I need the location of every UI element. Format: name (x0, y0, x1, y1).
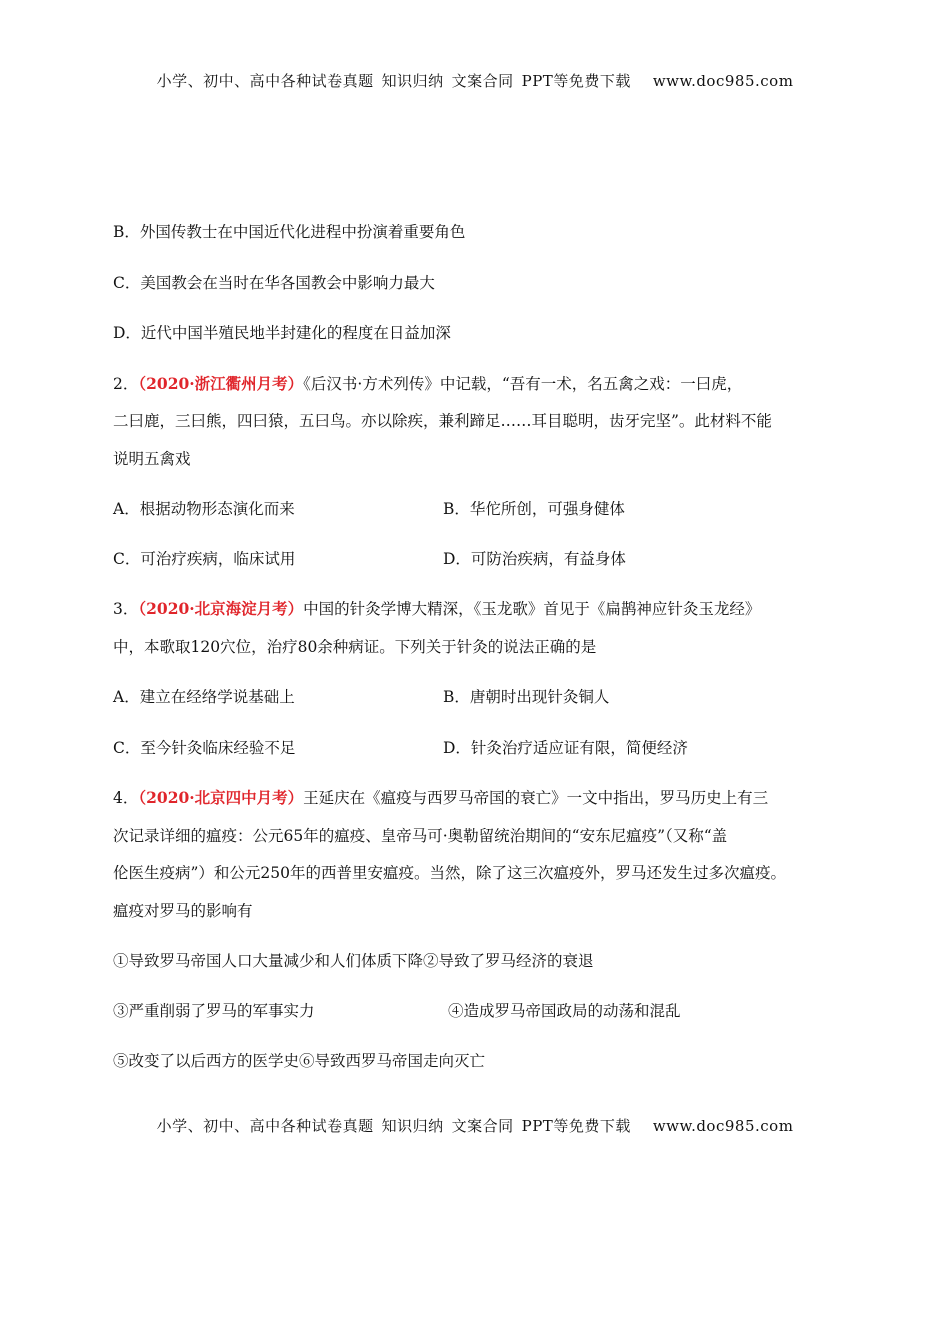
q4-stem-4: 瘟疫对罗马的影响有 (113, 902, 253, 920)
footer-url[interactable]: www.doc985.com (652, 1117, 794, 1135)
q3-number: 3． (113, 600, 139, 618)
q4-stem-3: 伦医生疫病”）和公元250年的西普里安瘟疫。当然，除了这三次瘟疫外，罗马还发生过多次瘟疫。 (113, 864, 787, 882)
q3-option-a: A．建立在经络学说基础上 (113, 688, 295, 706)
header-text-exams: 小学、初中、高中各种试卷真题 (156, 72, 374, 90)
q3-stem-2: 中，本歌取120穴位，治疗80余种病证。下列关于针灸的说法正确的是 (113, 638, 597, 656)
q2-stem-1: 《后汉书·方术列传》中记载，“吾有一术，名五禽之戏：一曰虎， (303, 375, 743, 393)
q4-stem-2: 次记录详细的瘟疫：公元65年的瘟疫、皇帝马可·奥勒留统治期间的“安东尼瘟疫”（又称“盖 (113, 827, 728, 845)
q1-option-c: C．美国教会在当时在华各国教会中影响力最大 (113, 274, 435, 292)
header-url[interactable]: www.doc985.com (652, 72, 794, 90)
q4-items-1-2: ①导致罗马帝国人口大量减少和人们体质下降②导致了罗马经济的衰退 (113, 952, 594, 970)
q4-number: 4． (113, 789, 139, 807)
q3-stem-1: 中国的针灸学博大精深，《玉龙歌》首见于《扁鹊神应针灸玉龙经》 (303, 600, 761, 618)
q2-option-a: A．根据动物形态演化而来 (113, 500, 295, 518)
q2-number: 2． (113, 375, 139, 393)
q2-option-b: B．华佗所创，可强身健体 (443, 500, 625, 518)
footer-text-exams: 小学、初中、高中各种试卷真题 (156, 1117, 374, 1135)
q1-option-b: B．外国传教士在中国近代化进程中扮演着重要角色 (113, 223, 466, 241)
header-text-knowledge: 知识归纳 (381, 72, 444, 90)
q4-stem-1: 王延庆在《瘟疫与西罗马帝国的衰亡》一文中指出，罗马历史上有三 (303, 789, 769, 807)
q2-stem-2: 二曰鹿，三曰熊，四曰猿，五曰鸟。亦以除疾，兼利蹄足……耳目聪明，齿牙完坚”。此材料不能 (113, 412, 772, 430)
header-text-ppt: PPT等免费下载 (521, 72, 631, 90)
q4-items-5-6: ⑤改变了以后西方的医学史⑥导致西罗马帝国走向灭亡 (113, 1052, 486, 1070)
page-footer (0, 1115, 950, 1136)
q1-option-d: D．近代中国半殖民地半封建化的程度在日益加深 (113, 324, 451, 342)
q3-source: （2020·北京海淀月考） (138, 599, 304, 618)
q3-option-c: C．至今针灸临床经验不足 (113, 739, 296, 757)
q2-line-1 (113, 372, 742, 394)
q4-line-1 (113, 786, 768, 808)
page-header (0, 70, 950, 91)
q2-option-c: C．可治疗疾病，临床试用 (113, 550, 296, 568)
q3-option-b: B．唐朝时出现针灸铜人 (443, 688, 610, 706)
q4-item-3: ③严重削弱了罗马的军事实力 (113, 1002, 315, 1020)
q4-source: （2020·北京四中月考） (138, 788, 304, 807)
footer-text-contracts: 文案合同 (451, 1117, 514, 1135)
q3-option-d: D．针灸治疗适应证有限，简便经济 (443, 739, 688, 757)
q4-item-4: ④造成罗马帝国政局的动荡和混乱 (448, 1002, 681, 1020)
q2-stem-3: 说明五禽戏 (113, 450, 191, 468)
footer-text-ppt: PPT等免费下载 (521, 1117, 631, 1135)
q2-source: （2020·浙江衢州月考） (138, 374, 304, 393)
header-text-contracts: 文案合同 (451, 72, 514, 90)
q2-option-d: D．可防治疾病，有益身体 (443, 550, 626, 568)
q3-line-1 (113, 597, 760, 619)
footer-text-knowledge: 知识归纳 (381, 1117, 444, 1135)
